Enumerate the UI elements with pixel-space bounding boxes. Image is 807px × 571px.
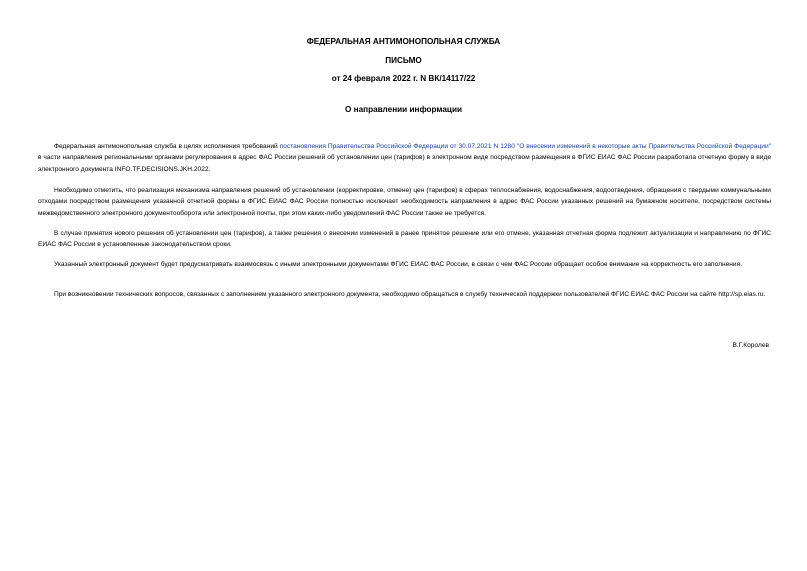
agency-heading: ФЕДЕРАЛЬНАЯ АНТИМОНОПОЛЬНАЯ СЛУЖБА	[306, 37, 501, 46]
paragraph-1	[38, 141, 771, 175]
document-date-number: от 24 февраля 2022 г. N ВК/14117/22	[331, 74, 476, 83]
paragraph-5: При возникновении технических вопросов, связанных с заполнением указанного электронного документа, необходимо обращаться в службу технической поддержки пользователей ФГИС ЕИАС ФАС России на сайте http://sp.eias.ru.	[54, 291, 766, 298]
paragraph-1-intro: Федеральная антимонопольная служба в целях исполнения требований	[54, 143, 280, 150]
paragraph-2: Необходимо отметить, что реализация механизма направления решений об установлении (корректировке, отмене) цен (тарифов) в сферах теплоснабжения, водоснабжения, водоотведения, обращения с твердыми коммунальными отходами посредством размещения указанной отчетной формы в ФГИС ЕИАС ФАС России полностью исключает необходимость направления в адрес ФАС России указанных решений на бумажном носителе, посредством системы межведомственного электронного документооборота или электронной почты, при этом каких-либо уведомлений ФАС России также не требуется.	[38, 187, 771, 217]
paragraph-3: В случае принятия нового решения об установлении цен (тарифов), а также решения о внесении изменений в ранее принятое решение или его отмене, указанная отчетная форма подлежит актуализации и направлению по ФГИС ЕИАС ФАС России в установленные законодательством сроки.	[38, 230, 771, 249]
document-subject: О направлении информации	[344, 105, 463, 114]
document-type: ПИСЬМО	[385, 56, 422, 65]
paragraph-1-rest: в части направления региональными органами регулирования в адрес ФАС России решений об установлении цен (тарифов) в электронном виде посредством размещения в ФГИС ЕИАС ФАС России разработала отчетную форму в виде электронного документа INFO.TF.DECISIONS.JKH.2022.	[38, 154, 771, 173]
paragraph-4: Указанный электронный документ будет предусматривать взаимосвязь с иными электронными документами ФГИС ЕИАС ФАС России, в связи с чем ФАС России обращает особое внимание на корректность его заполнения.	[54, 261, 742, 268]
signature: В.Г.Королев	[732, 342, 769, 349]
decree-link[interactable]: постановления Правительства Российской Федерации от 30.07.2021 N 1280 "О внесении изменений в некоторые акты Правительства Российской Федерации"	[279, 143, 771, 150]
